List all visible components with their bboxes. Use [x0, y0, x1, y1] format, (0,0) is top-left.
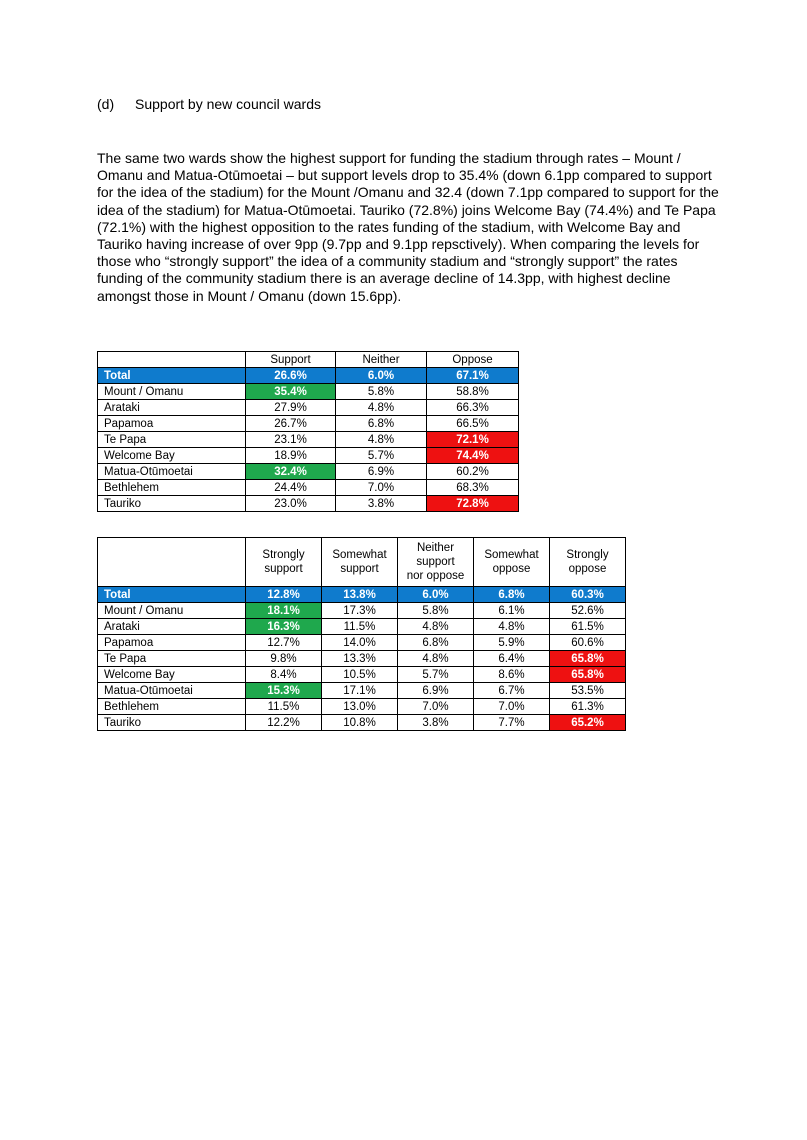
table-row — [98, 432, 519, 448]
column-header: Neither support nor oppose — [398, 538, 474, 587]
table-row — [98, 448, 519, 464]
ward-label: Mount / Omanu — [98, 384, 246, 400]
value-cell: 6.7% — [474, 683, 550, 699]
value-cell: 60.3% — [550, 587, 626, 603]
value-cell: 67.1% — [427, 368, 519, 384]
value-cell: 13.8% — [322, 587, 398, 603]
ward-label: Mount / Omanu — [98, 603, 246, 619]
table-header-row — [98, 352, 519, 368]
table-row — [98, 667, 626, 683]
value-cell: 15.3% — [246, 683, 322, 699]
ward-label: Bethlehem — [98, 480, 246, 496]
value-cell: 53.5% — [550, 683, 626, 699]
value-cell: 26.6% — [246, 368, 336, 384]
table-row — [98, 384, 519, 400]
value-cell: 60.2% — [427, 464, 519, 480]
table-row — [98, 603, 626, 619]
value-cell: 5.9% — [474, 635, 550, 651]
value-cell: 12.7% — [246, 635, 322, 651]
value-cell: 3.8% — [398, 715, 474, 731]
value-cell: 5.8% — [336, 384, 427, 400]
value-cell: 11.5% — [322, 619, 398, 635]
ward-label: Papamoa — [98, 635, 246, 651]
ward-label: Te Papa — [98, 432, 246, 448]
table-header-row — [98, 538, 626, 587]
value-cell: 13.3% — [322, 651, 398, 667]
value-cell: 61.3% — [550, 699, 626, 715]
value-cell: 17.1% — [322, 683, 398, 699]
value-cell: 23.1% — [246, 432, 336, 448]
total-row — [98, 587, 626, 603]
value-cell: 23.0% — [246, 496, 336, 512]
value-cell: 11.5% — [246, 699, 322, 715]
body-paragraph: The same two wards show the highest support for funding the stadium through rates – Mount / Omanu and Matua-Otūmoetai – but support levels drop to 35.4% (down 6.1pp compared to support for the idea of the stadium) for the Mount /Omanu and 32.4 (down 7.1pp compared to support for the idea of the stadium) for Matua-Otūmoetai. Tauriko (72.8%) joins Welcome Bay (74.4%) and Te Papa (72.1%) with the highest opposition to the rates funding of the stadium, with Welcome Bay and Tauriko having increase of over 9pp (9.7pp and 9.1pp repsctively). When comparing the levels for those who “strongly support” the idea of a community stadium and “strongly support” the rates funding of the community stadium there is an average decline of 14.3pp, with highest decline amongst those in Mount / Omanu (down 15.6pp). — [97, 150, 719, 304]
table-row — [98, 416, 519, 432]
value-cell: 6.9% — [336, 464, 427, 480]
value-cell: 52.6% — [550, 603, 626, 619]
value-cell: 8.6% — [474, 667, 550, 683]
value-cell: 6.8% — [474, 587, 550, 603]
ward-label: Te Papa — [98, 651, 246, 667]
ward-label: Welcome Bay — [98, 667, 246, 683]
value-cell: 66.3% — [427, 400, 519, 416]
ward-label: Tauriko — [98, 496, 246, 512]
value-cell: 66.5% — [427, 416, 519, 432]
table-row — [98, 635, 626, 651]
ward-label: Arataki — [98, 619, 246, 635]
value-cell: 3.8% — [336, 496, 427, 512]
value-cell: 14.0% — [322, 635, 398, 651]
column-header: Strongly support — [246, 538, 322, 587]
value-cell: 6.0% — [336, 368, 427, 384]
value-cell: 6.4% — [474, 651, 550, 667]
value-cell: 7.0% — [398, 699, 474, 715]
ward-label: Arataki — [98, 400, 246, 416]
value-cell: 4.8% — [398, 651, 474, 667]
ward-label: Tauriko — [98, 715, 246, 731]
table-row — [98, 496, 519, 512]
section-title: Support by new council wards — [135, 96, 321, 112]
table-row — [98, 651, 626, 667]
value-cell: 35.4% — [246, 384, 336, 400]
value-cell: 6.8% — [398, 635, 474, 651]
value-cell: 26.7% — [246, 416, 336, 432]
table-row — [98, 699, 626, 715]
value-cell: 6.8% — [336, 416, 427, 432]
value-cell: 27.9% — [246, 400, 336, 416]
table-row — [98, 400, 519, 416]
value-cell: 12.8% — [246, 587, 322, 603]
value-cell: 13.0% — [322, 699, 398, 715]
value-cell: 7.0% — [474, 699, 550, 715]
value-cell: 5.8% — [398, 603, 474, 619]
value-cell: 7.0% — [336, 480, 427, 496]
value-cell: 18.1% — [246, 603, 322, 619]
ward-label: Matua-Otūmoetai — [98, 683, 246, 699]
ward-label: Matua-Otūmoetai — [98, 464, 246, 480]
ward-label: Total — [98, 587, 246, 603]
value-cell: 12.2% — [246, 715, 322, 731]
strength-by-ward-table — [97, 537, 626, 731]
value-cell: 61.5% — [550, 619, 626, 635]
ward-label: Papamoa — [98, 416, 246, 432]
value-cell: 74.4% — [427, 448, 519, 464]
value-cell: 58.8% — [427, 384, 519, 400]
value-cell: 4.8% — [398, 619, 474, 635]
value-cell: 6.9% — [398, 683, 474, 699]
table-row — [98, 464, 519, 480]
table-row — [98, 683, 626, 699]
table-row — [98, 480, 519, 496]
table-row — [98, 715, 626, 731]
value-cell: 4.8% — [336, 400, 427, 416]
value-cell: 5.7% — [336, 448, 427, 464]
value-cell: 72.8% — [427, 496, 519, 512]
column-header: Neither — [336, 352, 427, 368]
total-row — [98, 368, 519, 384]
value-cell: 18.9% — [246, 448, 336, 464]
value-cell: 10.5% — [322, 667, 398, 683]
value-cell: 65.8% — [550, 651, 626, 667]
value-cell: 6.0% — [398, 587, 474, 603]
column-header: Somewhat support — [322, 538, 398, 587]
value-cell: 24.4% — [246, 480, 336, 496]
column-header: Somewhat oppose — [474, 538, 550, 587]
column-header: Support — [246, 352, 336, 368]
support-by-ward-table — [97, 351, 519, 512]
value-cell: 9.8% — [246, 651, 322, 667]
value-cell: 6.1% — [474, 603, 550, 619]
header-blank-cell — [98, 352, 246, 368]
value-cell: 72.1% — [427, 432, 519, 448]
ward-label: Total — [98, 368, 246, 384]
section-number: (d) — [97, 96, 115, 112]
value-cell: 60.6% — [550, 635, 626, 651]
table-row — [98, 619, 626, 635]
value-cell: 65.8% — [550, 667, 626, 683]
ward-label: Bethlehem — [98, 699, 246, 715]
value-cell: 32.4% — [246, 464, 336, 480]
value-cell: 4.8% — [474, 619, 550, 635]
value-cell: 7.7% — [474, 715, 550, 731]
value-cell: 68.3% — [427, 480, 519, 496]
value-cell: 5.7% — [398, 667, 474, 683]
section-heading — [97, 96, 321, 112]
value-cell: 16.3% — [246, 619, 322, 635]
value-cell: 4.8% — [336, 432, 427, 448]
header-blank-cell — [98, 538, 246, 587]
column-header: Strongly oppose — [550, 538, 626, 587]
value-cell: 10.8% — [322, 715, 398, 731]
value-cell: 8.4% — [246, 667, 322, 683]
column-header: Oppose — [427, 352, 519, 368]
ward-label: Welcome Bay — [98, 448, 246, 464]
value-cell: 65.2% — [550, 715, 626, 731]
value-cell: 17.3% — [322, 603, 398, 619]
